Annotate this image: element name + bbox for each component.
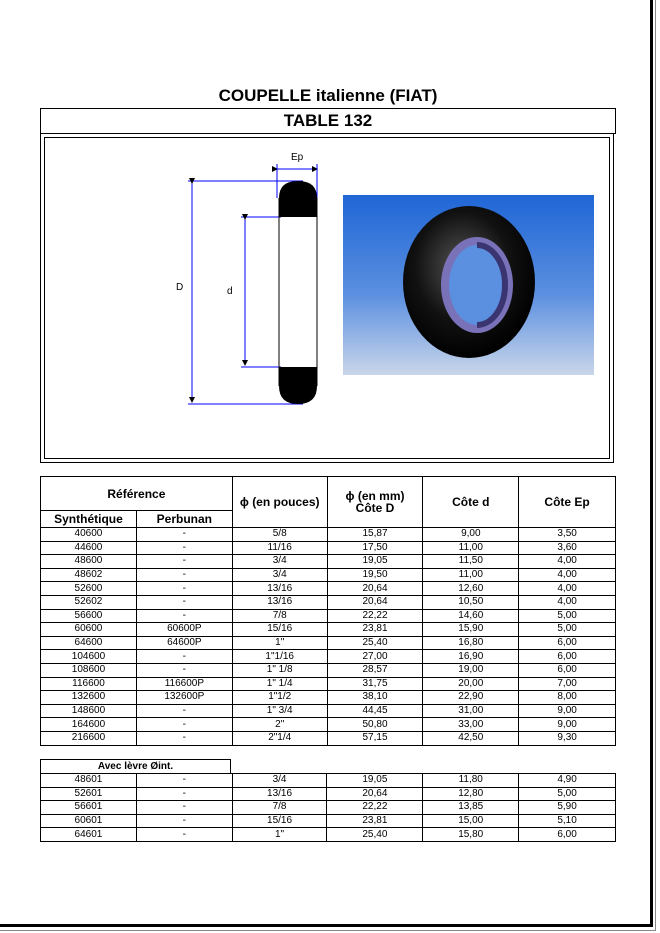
table-cell: 44,45: [327, 704, 423, 718]
table-cell: 132600: [41, 691, 137, 705]
table-row: [41, 568, 616, 582]
table-row: [41, 704, 616, 718]
table-cell: -: [136, 731, 232, 745]
table-cell: 1" 3/4: [232, 704, 327, 718]
table-row: [41, 650, 616, 664]
table-cell: 15,90: [423, 623, 519, 637]
table-row: [41, 541, 616, 555]
table-cell: 4,00: [519, 582, 616, 596]
header-perbunan: Perbunan: [136, 511, 232, 528]
table-cell: 40600: [41, 528, 137, 542]
table-cell: 50,80: [327, 718, 423, 732]
header-reference: Référence: [41, 477, 233, 511]
table-cell: 5,10: [519, 814, 616, 828]
table-cell: 12,80: [423, 787, 519, 801]
label-d: d: [227, 286, 233, 297]
table-cell: 20,00: [423, 677, 519, 691]
table-cell: 22,22: [327, 609, 423, 623]
table-cell: 27,00: [327, 650, 423, 664]
table-cell: 52601: [41, 787, 137, 801]
table-cell: 57,15: [327, 731, 423, 745]
table-cell: 13/16: [232, 787, 327, 801]
table-cell: -: [136, 555, 232, 569]
table-cell: 11,00: [423, 568, 519, 582]
table-cell: 16,80: [423, 636, 519, 650]
table-cell: 7,00: [519, 677, 616, 691]
table-row: [41, 828, 616, 842]
table-row: [41, 609, 616, 623]
table-cell: 13/16: [232, 582, 327, 596]
table-cell: 11,50: [423, 555, 519, 569]
table-cell: 20,64: [327, 787, 423, 801]
table-row: [41, 801, 616, 815]
table-cell: 164600: [41, 718, 137, 732]
table-cell: 14,60: [423, 609, 519, 623]
table-cell: 25,40: [327, 828, 423, 842]
table-row: [41, 623, 616, 637]
header-cote-ep: Côte Ep: [519, 477, 616, 528]
table-cell: 11,80: [423, 774, 519, 788]
table-cell: 44600: [41, 541, 137, 555]
table-cell: -: [136, 541, 232, 555]
table-cell: 216600: [41, 731, 137, 745]
lip-table: [40, 773, 616, 842]
table-cell: 15,00: [423, 814, 519, 828]
table-cell: 5,00: [519, 609, 616, 623]
table-cell: 20,64: [327, 582, 423, 596]
main-table-body: [41, 528, 616, 746]
table-row: [41, 663, 616, 677]
table-cell: 64601: [41, 828, 137, 842]
header-mm: ϕ (en mm) Côte D: [327, 477, 423, 528]
table-cell: 5,90: [519, 801, 616, 815]
table-cell: 1": [232, 828, 327, 842]
table-cell: 28,57: [327, 663, 423, 677]
table-cell: 4,00: [519, 568, 616, 582]
label-D: D: [176, 282, 184, 293]
table-cell: 2"1/4: [232, 731, 327, 745]
table-row: [41, 636, 616, 650]
table-cell: -: [136, 582, 232, 596]
table-cell: 22,22: [327, 801, 423, 815]
table-cell: 2": [232, 718, 327, 732]
table-cell: -: [136, 704, 232, 718]
cup-cross-section-drawing: [45, 138, 345, 458]
document-title: COUPELLE italienne (FIAT): [218, 86, 438, 105]
table-cell: 1": [232, 636, 327, 650]
table-cell: 11/16: [232, 541, 327, 555]
table-cell: 60600: [41, 623, 137, 637]
table-cell: 6,00: [519, 663, 616, 677]
table-row: [41, 555, 616, 569]
header-synthetique: Synthétique: [41, 511, 137, 528]
table-cell: -: [136, 801, 232, 815]
table-cell: 6,00: [519, 828, 616, 842]
table-row: [41, 731, 616, 745]
table-cell: 56600: [41, 609, 137, 623]
table-cell: -: [136, 828, 232, 842]
table-cell: 19,50: [327, 568, 423, 582]
table-cell: 1" 1/8: [232, 663, 327, 677]
table-row: [41, 774, 616, 788]
table-cell: 116600P: [136, 677, 232, 691]
table-cell: 5/8: [232, 528, 327, 542]
table-cell: 9,00: [519, 704, 616, 718]
table-cell: 19,05: [327, 555, 423, 569]
table-cell: 48600: [41, 555, 137, 569]
table-cell: 60601: [41, 814, 137, 828]
table-cell: 48602: [41, 568, 137, 582]
table-cell: 9,00: [519, 718, 616, 732]
table-cell: 3,50: [519, 528, 616, 542]
table-cell: 22,90: [423, 691, 519, 705]
table-cell: 15,80: [423, 828, 519, 842]
table-cell: 4,00: [519, 595, 616, 609]
table-cell: -: [136, 774, 232, 788]
table-cell: 20,64: [327, 595, 423, 609]
table-cell: 38,10: [327, 691, 423, 705]
table-cell: -: [136, 787, 232, 801]
table-cell: 7/8: [232, 609, 327, 623]
table-row: [41, 595, 616, 609]
table-cell: 64600P: [136, 636, 232, 650]
table-cell: 19,05: [327, 774, 423, 788]
table-cell: 9,00: [423, 528, 519, 542]
table-cell: 15/16: [232, 814, 327, 828]
table-cell: 19,00: [423, 663, 519, 677]
table-cell: 108600: [41, 663, 137, 677]
table-cell: 7/8: [232, 801, 327, 815]
table-cell: 31,75: [327, 677, 423, 691]
table-cell: 25,40: [327, 636, 423, 650]
table-cell: 48601: [41, 774, 137, 788]
table-cell: 3/4: [232, 568, 327, 582]
cup-photo: [343, 195, 594, 375]
main-table: [40, 476, 616, 746]
table-cell: 132600P: [136, 691, 232, 705]
table-row: [41, 787, 616, 801]
table-cell: 3/4: [232, 555, 327, 569]
table-cell: 15/16: [232, 623, 327, 637]
table-cell: 5,00: [519, 623, 616, 637]
table-cell: 1"1/16: [232, 650, 327, 664]
table-cell: 3/4: [232, 774, 327, 788]
table-cell: 11,00: [423, 541, 519, 555]
table-cell: 64600: [41, 636, 137, 650]
table-cell: -: [136, 609, 232, 623]
table-cell: -: [136, 814, 232, 828]
table-cell: 13,85: [423, 801, 519, 815]
table-cell: -: [136, 650, 232, 664]
table-cell: 148600: [41, 704, 137, 718]
table-cell: 4,00: [519, 555, 616, 569]
lip-section-title: Avec lèvre Øint.: [40, 759, 231, 773]
table-row: [41, 677, 616, 691]
table-cell: 8,00: [519, 691, 616, 705]
label-ep: Ep: [291, 152, 304, 163]
table-cell: 15,87: [327, 528, 423, 542]
table-cell: 23,81: [327, 623, 423, 637]
table-cell: 31,00: [423, 704, 519, 718]
table-row: [41, 691, 616, 705]
table-cell: -: [136, 663, 232, 677]
table-row: [41, 582, 616, 596]
table-cell: 42,50: [423, 731, 519, 745]
table-cell: 52602: [41, 595, 137, 609]
table-cell: 116600: [41, 677, 137, 691]
table-cell: 56601: [41, 801, 137, 815]
table-cell: 3,60: [519, 541, 616, 555]
table-cell: 1" 1/4: [232, 677, 327, 691]
table-cell: 16,90: [423, 650, 519, 664]
table-cell: 6,00: [519, 636, 616, 650]
table-row: [41, 718, 616, 732]
table-cell: 104600: [41, 650, 137, 664]
table-cell: -: [136, 528, 232, 542]
header-cote-d: Côte d: [423, 477, 519, 528]
table-cell: 17,50: [327, 541, 423, 555]
table-cell: 60600P: [136, 623, 232, 637]
rubber-ring-image: [343, 195, 594, 375]
table-cell: 12,60: [423, 582, 519, 596]
table-cell: -: [136, 568, 232, 582]
table-cell: 10,50: [423, 595, 519, 609]
table-cell: 6,00: [519, 650, 616, 664]
table-row: [41, 814, 616, 828]
table-cell: 1"1/2: [232, 691, 327, 705]
header-pouces: ϕ (en pouces): [232, 477, 327, 528]
lip-table-body: [41, 774, 616, 842]
table-cell: 23,81: [327, 814, 423, 828]
table-cell: 5,00: [519, 787, 616, 801]
table-row: [41, 528, 616, 542]
figure-box: [40, 133, 614, 463]
table-cell: 33,00: [423, 718, 519, 732]
table-title: TABLE 132: [40, 108, 616, 134]
table-cell: -: [136, 718, 232, 732]
figure-inner-frame: [44, 137, 610, 459]
table-cell: 4,90: [519, 774, 616, 788]
table-cell: -: [136, 595, 232, 609]
table-cell: 52600: [41, 582, 137, 596]
table-cell: 9,30: [519, 731, 616, 745]
table-cell: 13/16: [232, 595, 327, 609]
